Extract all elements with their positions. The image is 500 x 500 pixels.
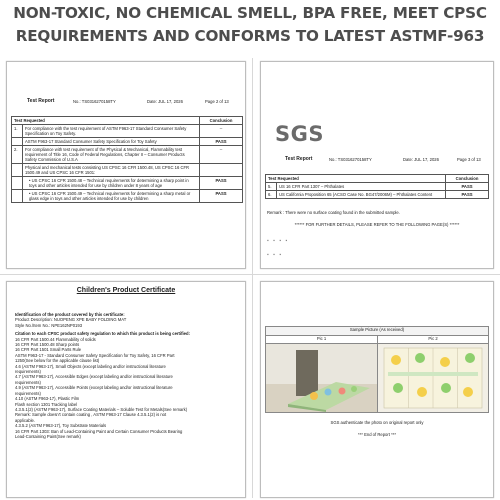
certificate-line: requirements) [15,390,41,396]
table-row: 1. For compliance with the test requirement of ASTM F963-17 Standard Consumer Safety Specification on Toy Safety. -- [12,125,243,138]
vertical-divider [252,58,253,498]
certificate-line: Style No./Item No.: NPE162NP0193 [15,322,83,328]
certificate-line: 1250(See below for the applicable clause list) [15,358,100,364]
certificate-line: Remark: Sample doesn't contain coating , ASTM F963-17 Clause 4.3.5.1(2) is not [15,412,167,418]
table-row: • US CPSC 16 CFR 1500.48 – Technical requirements for determining a sharp point in toys and other articles intended for use by children under 8 years of age PASS [12,177,243,190]
certificate-line: 4.10 (ASTM F963-17), Plastic Film [15,396,80,402]
unfolded-mat-image [378,344,488,412]
certificate-line: 4.9 (ASTM F963-17), Accessible Points (except labeling and/or instructional literature [15,385,173,391]
certificate-line: requirements) [15,379,41,385]
pic-2-label: Pic 2 [377,335,489,344]
photo-authenticity-note: SGS authenticate the photo on original report only [330,420,424,425]
certificate-line: 16 CFR Part 1303: Ban of Lead-Containing Paint and Certain Consumer Products Bearing [15,428,183,434]
certificate-line: Identification of the product covered by this certificate: [15,312,125,317]
col-test-requested: Test Requested [266,175,446,183]
table-row: ASTM F963-17 Standard Consumer Safety Specification for Toy Safety PASS [12,138,243,146]
certificate-line: Citation to each CPSC product safety regulation to which this product is being certified: [15,331,190,337]
sample-picture-page [260,281,494,498]
report-title: Test Report [27,98,55,104]
certificate-line: 4.7 (ASTM F963-17), Accessible Edges (except labeling and/or instructional literature [15,374,173,380]
pic-1-label: Pic 1 [265,335,378,344]
report-page: Page 2 of 13 [205,99,229,104]
table-row: 6. US California Proposition 65 (ACSO Case No. BG47/2006M) – Phthalates Content PASS [266,191,489,199]
report-number: No.: TS0316270158TY [73,99,116,104]
certificate-line: 16 CFR Part 1500.48 Sharp points [15,342,80,348]
sgs-logo: SGS [275,122,324,146]
headline [0,2,500,48]
certificate-line: 4.6 (ASTM F963-17), Small Objects (except labeling and/or instructional literature [15,363,166,369]
report-number: No.: TS0316270158TY [329,157,372,162]
certificate-line: ASTM F963-17 - Standard Consumer Safety Specification for Toy Safety, 16 CFR Part [15,352,175,358]
blurred-text: ▪ ▪ ▪ ▪ [267,238,289,244]
certificate-line: Product Description: NUOPENG XPE BABY FOLDING MAT [15,317,127,323]
blurred-text: ▪ ▪ ▪ [267,252,283,258]
certificate-line: 16 CFR Part 1501 Small Parts Rule [15,347,82,353]
childrens-product-certificate [6,281,246,498]
test-table [11,116,243,203]
table-row: • US CPSC 16 CFR 1500.49 – Technical requirements for determining a sharp metal or glass edge in toys and other articles intended for use by children PASS [12,190,243,203]
report-date: Date: JUL 17, 2026 [147,99,183,104]
certificate-line: 4.3.5.2 (ASTM F963-17), Toy Substrate Materials [15,423,107,429]
headline-line-2: REQUIREMENTS AND CONFORMS TO LATEST ASTMF-963 [15,27,485,45]
certificate-line: 4.3.5.1(2) (ASTM F963-17), Surface Coating Materials – Soluble Test for Metals(See remark) [15,406,188,412]
certificate-line: applicable. [15,417,36,423]
test-report-page-3 [260,61,494,269]
table-row: 2. For compliance with test requirement of the Physical & Mechanical, Flammability test requirement of Title 16, Code of Federal Regulations, Chapter II – Consumer Products Safety Commission of U.S.A -- [12,146,243,164]
folded-mat-image [266,344,377,412]
table-row: 5. US 16 CFR Part 1307 – Phthalates PASS [266,183,489,191]
certificate-line: Lead-Containing Paint(See remark) [15,433,81,439]
table-row: Physical and mechanical tests consisting US CPSC 16 CFR 1500.48, US CPSC 16 CFR 1500.49 and US CPSC 16 CFR 1501: [12,164,243,177]
horizontal-divider [0,274,500,275]
further-details-note: ****** FOR FURTHER DETAILS, PLEASE REFER TO THE FOLLOWING PAGE(S) ****** [294,222,460,227]
col-test-requested: Test Requested [12,117,200,125]
certificate-line: 16 CFR Part 1500.44 Flammability of solids [15,336,96,342]
pic-2-photo [377,343,489,413]
end-of-report: *** End of Report *** [358,432,396,437]
headline-line-1: NON-TOXIC, NO CHEMICAL SMELL, BPA FREE, MEET CPSC [13,4,487,22]
certificate-title: Children's Product Certificate [76,287,176,294]
report-page: Page 3 of 13 [457,157,481,162]
certificate-line: requirements) [15,369,41,375]
report-title: Test Report [285,156,313,162]
pic-1-photo [265,343,378,413]
col-conclusion: Conclusion [200,117,243,125]
certificate-body [15,312,241,439]
sample-picture-caption: Sample Picture (As received) [265,326,489,336]
col-conclusion: Conclusion [446,175,489,183]
test-report-page-2 [6,61,246,269]
report-date: Date: JUL 17, 2026 [403,157,439,162]
certificate-line: Flash section 1301 Tracking label [15,401,78,407]
remark-text: Remark : There were no surface coating found in the submitted sample. [267,210,400,215]
test-table [265,174,489,199]
